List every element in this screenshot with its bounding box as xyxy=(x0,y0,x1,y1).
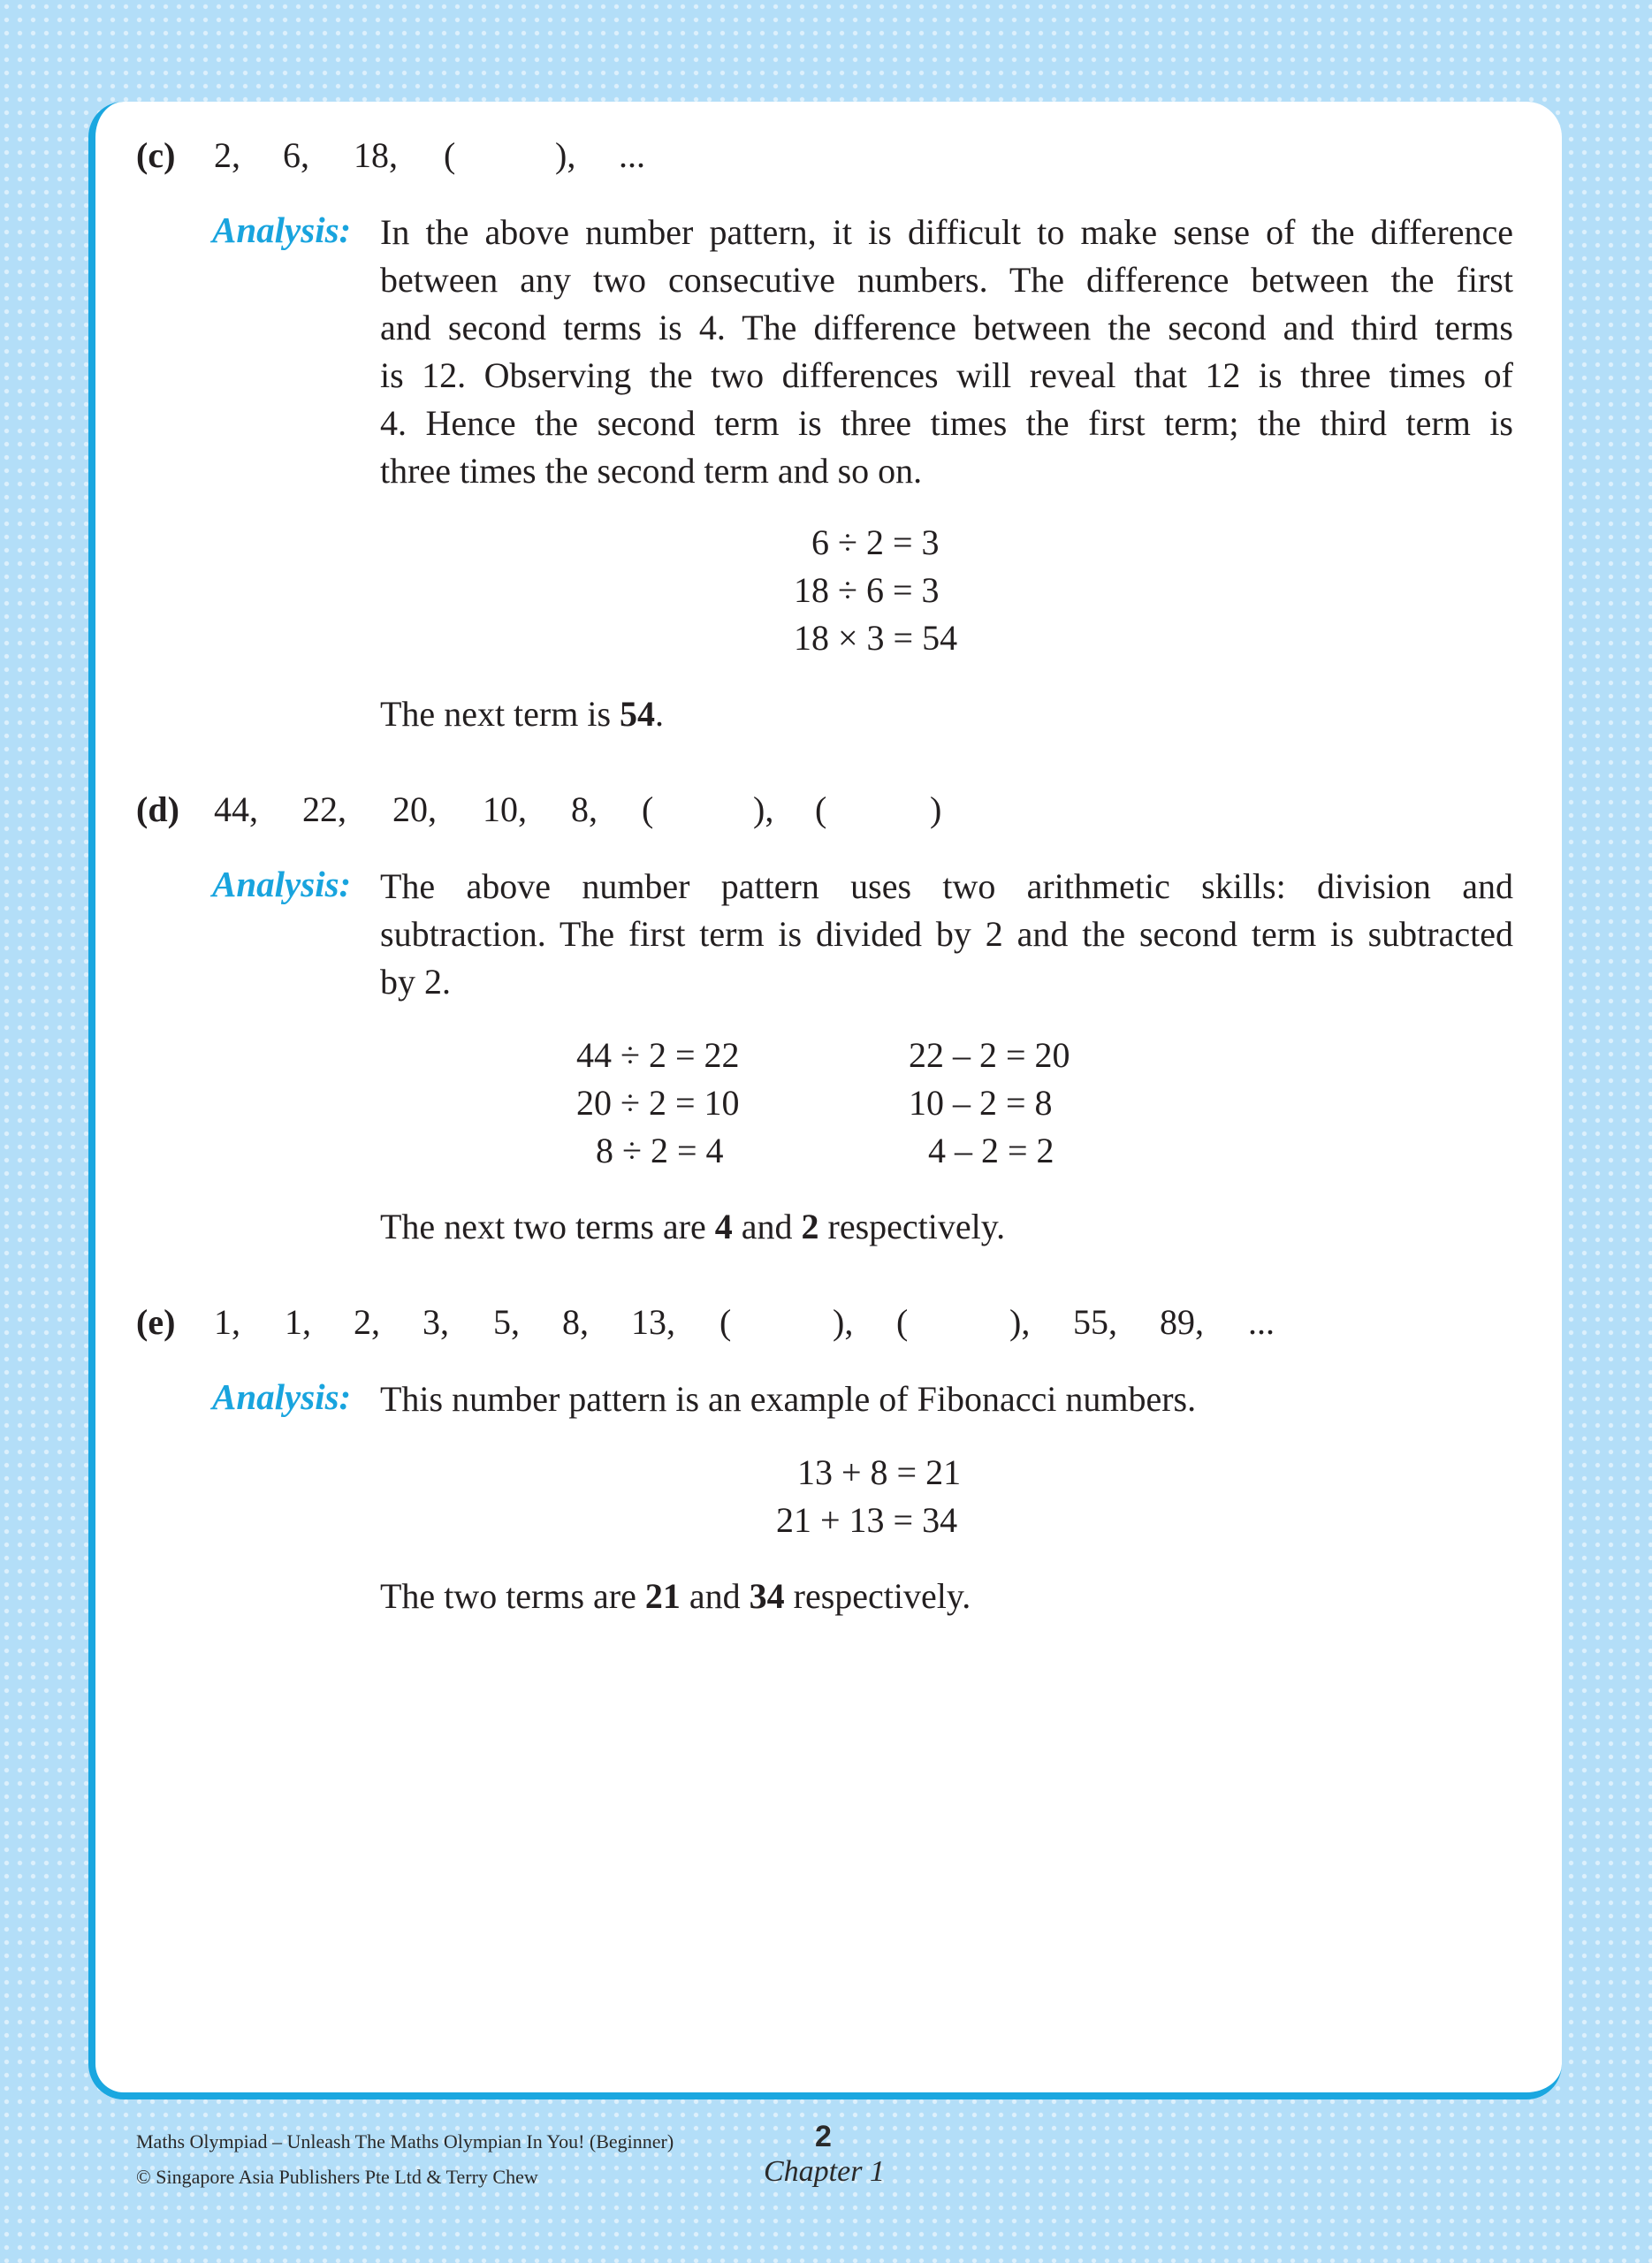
sequence-term: 22, xyxy=(302,789,346,829)
analysis-line: is 12. Observing the two differences will reveal that 12 is three times of xyxy=(380,355,1513,395)
analysis-label: Analysis: xyxy=(212,210,352,250)
analysis-line: 4. Hence the second term is three times the first term; the third term is xyxy=(380,403,1513,443)
sequence-blank-open: ( xyxy=(642,789,654,829)
sequence-term: 2, xyxy=(214,135,240,175)
page-number: 2 xyxy=(815,2120,832,2153)
working-line: 4 – 2 = 2 xyxy=(928,1131,1054,1170)
answer: 2 xyxy=(801,1207,819,1246)
analysis-line: This number pattern is an example of Fibonacci numbers. xyxy=(380,1379,1197,1419)
sequence-term: 1, xyxy=(285,1302,311,1342)
conclusion: The next two terms are 4 and 2 respectively. xyxy=(380,1207,1006,1246)
sequence-blank-open: ( xyxy=(896,1302,909,1342)
analysis-line: In the above number pattern, it is difficult to make sense of the difference xyxy=(380,212,1513,252)
sequence-term: 89, xyxy=(1160,1302,1204,1342)
answer: 34 xyxy=(749,1576,785,1616)
working-line: 20 ÷ 2 = 10 xyxy=(576,1083,740,1123)
working-line: 44 ÷ 2 = 22 xyxy=(576,1035,740,1075)
sequence-blank-close: ) xyxy=(930,789,942,829)
question-label: (e) xyxy=(136,1302,176,1342)
question-label: (d) xyxy=(136,789,179,829)
answer: 4 xyxy=(714,1207,733,1246)
working-line: 18 × 3 = 54 xyxy=(794,618,958,658)
analysis-line: The above number pattern uses two arithmetic skills: division and xyxy=(380,866,1513,906)
sequence-term: 10, xyxy=(483,789,527,829)
sequence-term: 13, xyxy=(631,1302,675,1342)
analysis-label: Analysis: xyxy=(212,1376,352,1417)
sequence-blank-open: ( xyxy=(719,1302,732,1342)
working-line: 21 + 13 = 34 xyxy=(776,1500,958,1540)
working-line: 13 + 8 = 21 xyxy=(797,1452,962,1492)
analysis-label: Analysis: xyxy=(212,864,352,904)
analysis-line: by 2. xyxy=(380,962,451,1002)
sequence-term: 18, xyxy=(354,135,398,175)
conclusion: The next term is 54. xyxy=(380,694,665,734)
sequence-term: 8, xyxy=(571,789,598,829)
working-line: 22 – 2 = 20 xyxy=(909,1035,1070,1075)
working-line: 8 ÷ 2 = 4 xyxy=(596,1131,724,1170)
sequence-term: 1, xyxy=(214,1302,240,1342)
analysis-text xyxy=(380,1375,1513,1423)
answer: 54 xyxy=(620,694,656,734)
analysis-line: subtraction. The first term is divided by 2 and the second term is subtracted xyxy=(380,914,1513,954)
analysis-line: between any two consecutive numbers. The difference between the first xyxy=(380,260,1513,300)
analysis-line: three times the second term and so on. xyxy=(380,451,923,491)
sequence-term: 55, xyxy=(1073,1302,1117,1342)
analysis-line: and second terms is 4. The difference between the second and third terms xyxy=(380,308,1513,347)
sequence-blank-close: ), xyxy=(555,135,576,175)
sequence-blank-close: ), xyxy=(753,789,774,829)
sequence-term: 3, xyxy=(423,1302,449,1342)
question-label: (c) xyxy=(136,135,176,175)
analysis-text xyxy=(380,209,1513,495)
sequence-blank-open: ( xyxy=(444,135,456,175)
sequence-ellipsis: ... xyxy=(619,135,645,175)
book-title: Maths Olympiad – Unleash The Maths Olympian In You! (Beginner) xyxy=(136,2130,674,2153)
copyright: © Singapore Asia Publishers Pte Ltd & Terry Chew xyxy=(136,2166,538,2188)
sequence-term: 2, xyxy=(354,1302,380,1342)
sequence-term: 5, xyxy=(493,1302,520,1342)
sequence-term: 6, xyxy=(283,135,309,175)
sequence-term: 20, xyxy=(392,789,437,829)
sequence-term: 44, xyxy=(214,789,258,829)
conclusion: The two terms are 21 and 34 respectively. xyxy=(380,1576,971,1616)
working-line: 18 ÷ 6 = 3 xyxy=(794,570,940,610)
sequence-blank-open: ( xyxy=(815,789,827,829)
chapter-label: Chapter 1 xyxy=(764,2155,885,2188)
sequence-ellipsis: ... xyxy=(1248,1302,1275,1342)
sequence-blank-close: ), xyxy=(833,1302,854,1342)
working-line: 6 ÷ 2 = 3 xyxy=(811,522,940,562)
working-line: 10 – 2 = 8 xyxy=(909,1083,1053,1123)
analysis-text xyxy=(380,863,1513,1006)
sequence-term: 8, xyxy=(562,1302,589,1342)
sequence-blank-close: ), xyxy=(1009,1302,1031,1342)
answer: 21 xyxy=(644,1576,681,1616)
